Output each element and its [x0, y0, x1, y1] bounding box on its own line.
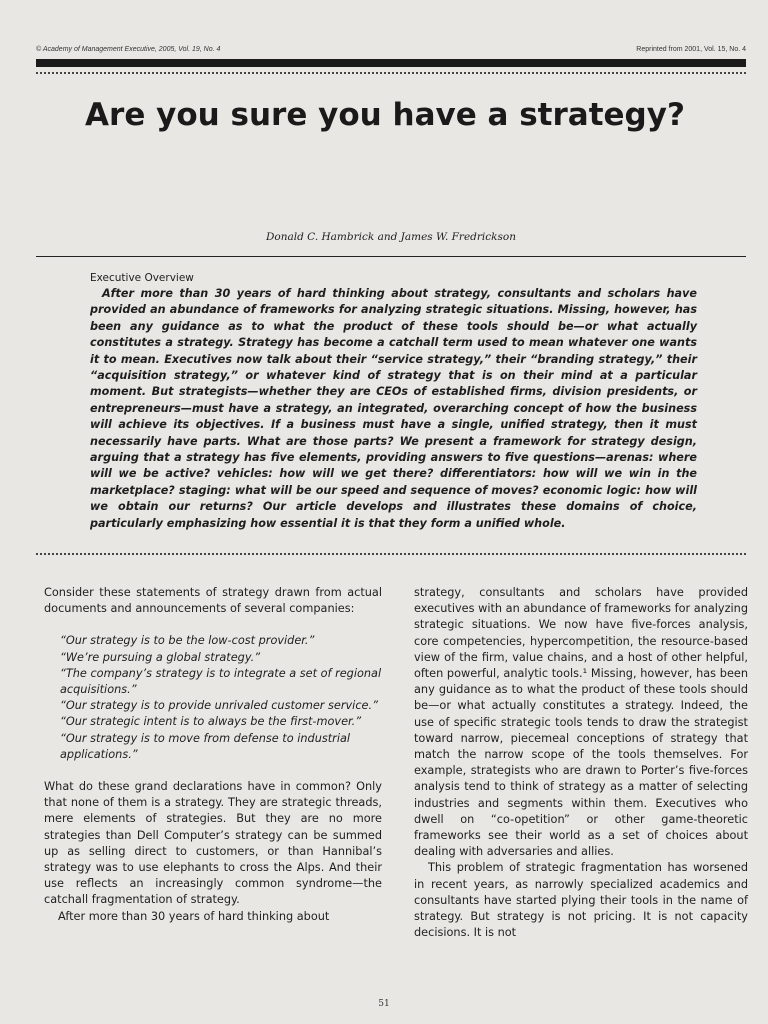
- journal-citation: © Academy of Management Executive, 2005, Vol. 19, No. 4: [36, 46, 221, 53]
- overview-label: Executive Overview: [90, 272, 194, 284]
- strategy-quotes: [60, 633, 382, 763]
- body-column-left: [44, 585, 382, 925]
- body-paragraph: What do these grand declarations have in common? Only that none of them is a strategy. They are strategic threads, mere elements of strategies. But they are no more strategies than Dell Computer’s strategy can be summed up as selling direct to customers, or than Hannibal’s strategy was to use elephants to cross the Alps. And their use reflects an increasingly common syndrome—the catchall fragmentation of strategy.: [44, 780, 382, 907]
- quote-item: “Our strategy is to be the low-cost provider.”: [60, 634, 315, 648]
- author-rule: [36, 256, 746, 257]
- body-paragraph: Consider these statements of strategy drawn from actual documents and announcements of several companies:: [44, 586, 382, 616]
- executive-overview-text: After more than 30 years of hard thinking about strategy, consultants and scholars have provided an abundance of frameworks for analyzing strategic situations. Missing, however, has been any guidance as to what the product of these tools should be—or what actually constitutes a strategy. Strategy has become a catchall term used to mean whatever one wants it to mean. Executives now talk about their “service strategy,” their “branding strategy,” their “acquisition strategy,” or whatever kind of strategy that is on their mind at a particular moment. But strategists—whether they are CEOs of established firms, division presidents, or entrepreneurs—must have a strategy, an integrated, overarching concept of how the business will achieve its objectives. If a business must have a single, unified strategy, then it must necessarily have parts. What are those parts? We present a framework for strategy design, arguing that a strategy has five elements, providing answers to five questions—arenas: where will we be active? vehicles: how will we get there? differentiators: how will we win in the marketplace? staging: what will be our speed and sequence of moves? economic logic: how will we obtain our returns? Our article develops and illustrates these domains of choice, particularly emphasizing how essential it is that they form a unified whole.: [90, 287, 697, 530]
- quote-item: “The company’s strategy is to integrate a set of regional acquisitions.”: [60, 666, 382, 697]
- page-number: 51: [378, 999, 390, 1009]
- header-rule: [36, 59, 746, 67]
- running-header: [36, 46, 746, 58]
- quote-item: “We’re pursuing a global strategy.”: [60, 650, 261, 664]
- quote-item: “Our strategic intent is to always be the first-mover.”: [60, 715, 362, 729]
- article-title: Are you sure you have a strategy?: [85, 97, 685, 133]
- body-paragraph: This problem of strategic fragmentation has worsened in recent years, as narrowly specialized academics and consultants have started plying their tools in the name of strategy. But strategy is not pricing. It is not capacity decisions. It is not: [414, 861, 748, 940]
- reprint-note: Reprinted from 2001, Vol. 15, No. 4: [636, 46, 746, 53]
- body-paragraph: strategy, consultants and scholars have provided executives with an abundance of frameworks for analyzing strategic situations. We now have five-forces analysis, core competencies, hypercompetition, the resource-based view of the firm, value chains, and a host of other helpful, often powerful, analytic tools.¹ Missing, however, has been any guidance as to what the product of these tools should be—or what actually constitutes a strategy. Indeed, the use of specific strategic tools tends to draw the strategist toward narrow, piecemeal conceptions of strategy that match the narrow scope of the tools themselves. For example, strategists who are drawn to Porter’s five-forces analysis tend to think of strategy as a matter of selecting industries and segments within them. Executives who dwell on “co-opetition” or other game-theoretic frameworks see their world as a set of choices about dealing with adversaries and allies.: [414, 586, 748, 859]
- author-line: Donald C. Hambrick and James W. Fredrickson: [266, 231, 516, 243]
- quote-item: “Our strategy is to provide unrivaled customer service.”: [60, 699, 378, 713]
- dotted-divider-top: [36, 72, 746, 74]
- body-paragraph: After more than 30 years of hard thinking about: [58, 909, 330, 923]
- body-column-right: [414, 585, 748, 941]
- quote-item: “Our strategy is to move from defense to industrial applications.”: [60, 731, 351, 761]
- dotted-divider-bottom: [36, 553, 746, 555]
